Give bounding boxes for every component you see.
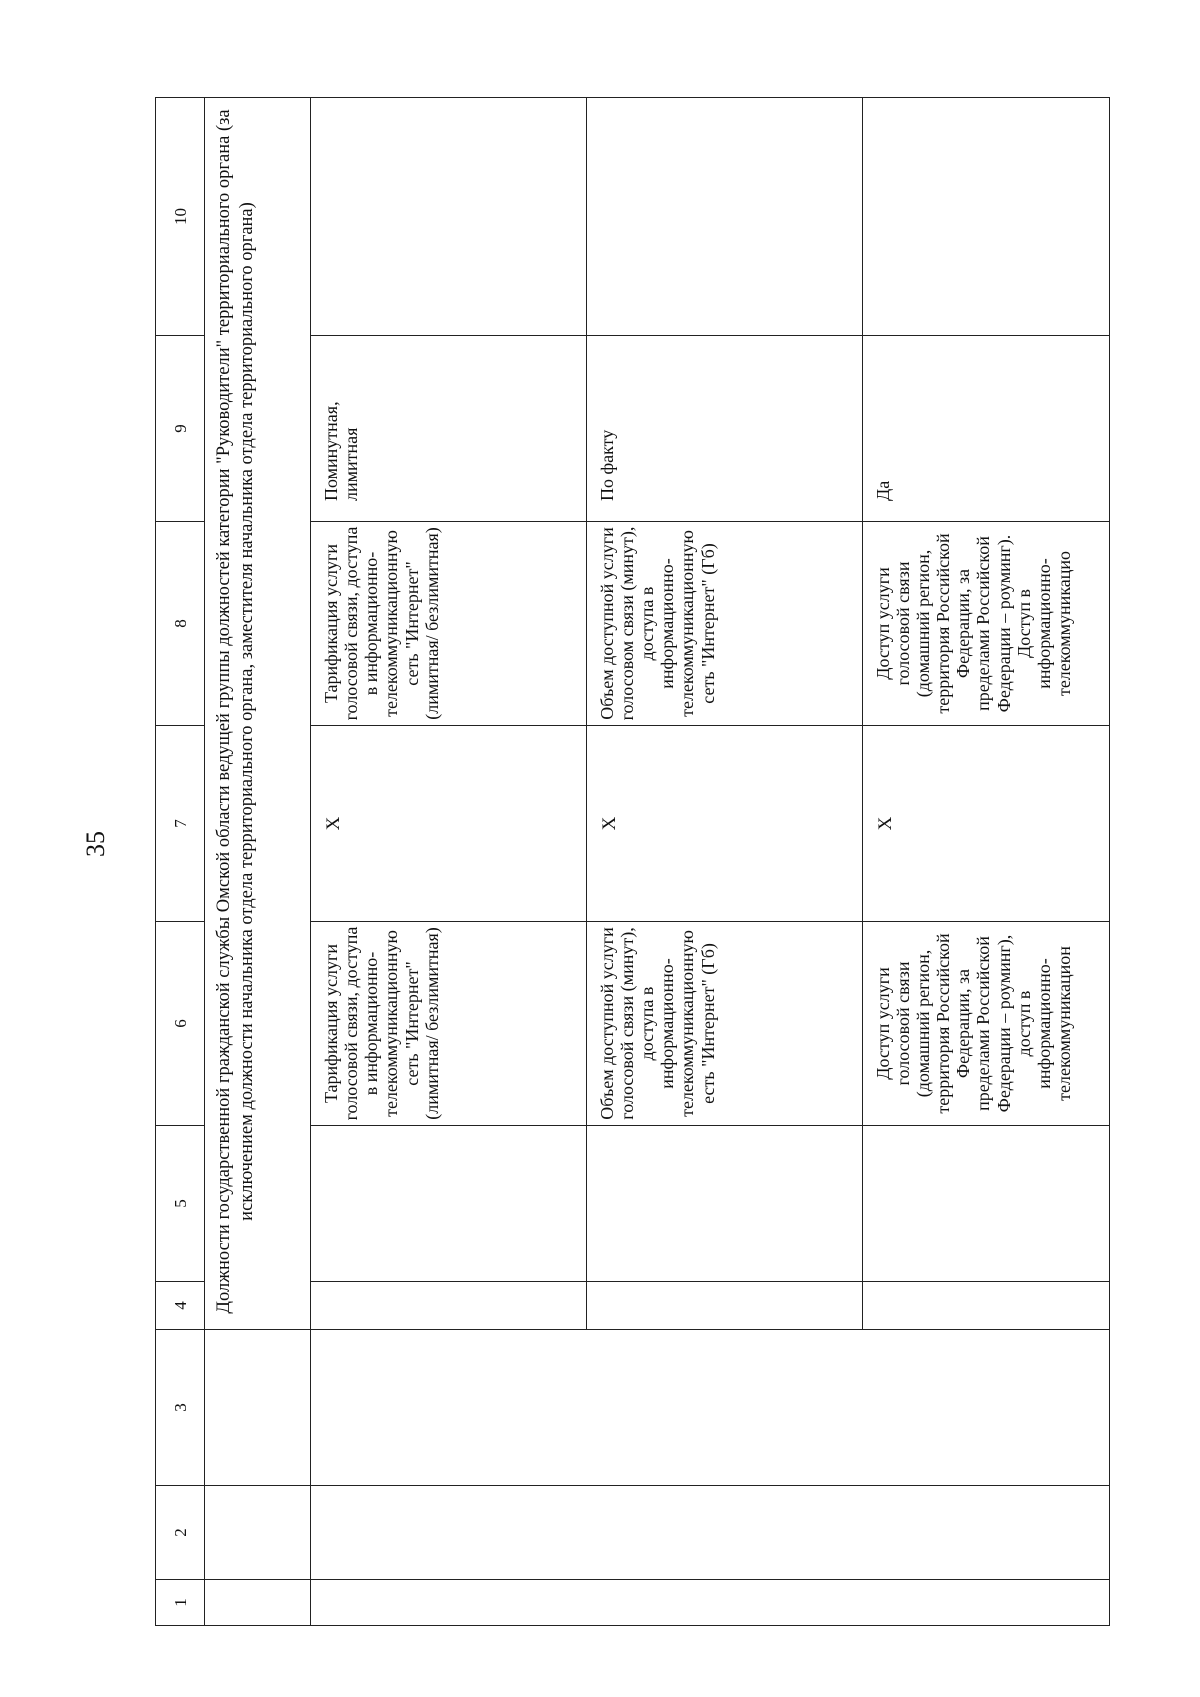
table-cell-col6	[586, 922, 862, 1126]
column-number-7: 7	[156, 726, 205, 922]
cell-text	[587, 98, 862, 335]
column-number-1: 1	[156, 1580, 205, 1626]
cell-text: Доступ услуги голосовой связи (домашний регион, территория Российской Федерации, за пределами Российской Федерации – роуминг). Доступ в информационно-телекоммуникацио	[872, 533, 1075, 714]
column-number-4: 4	[156, 1282, 205, 1330]
table-cell-col10	[586, 98, 862, 336]
table-cell-col3	[310, 1330, 1109, 1486]
cell-text	[311, 98, 586, 335]
cell-text: Тарификация услуги голосовой связи, доступа в информационно-телекоммуникационную сеть "Интернет" (лимитная/ безлимитная)	[320, 526, 442, 721]
column-number-3: 3	[156, 1330, 205, 1486]
table-cell-col8	[310, 522, 586, 726]
cell-text: Объем доступной услуги голосовом связи (минут), доступа в информационно-телекоммуникационную сеть "Интернет" (Гб)	[596, 526, 718, 721]
column-number-2: 2	[156, 1486, 205, 1580]
table-cell-col9	[310, 336, 586, 522]
group-cell-2	[205, 1486, 311, 1580]
document-table-wrapper	[155, 98, 1110, 1626]
table-row	[310, 98, 586, 1626]
cell-text: Да	[872, 480, 893, 501]
page-number: 35	[81, 831, 110, 857]
document-table	[155, 97, 1110, 1626]
table-cell-col7	[586, 726, 862, 922]
cell-text	[863, 98, 1109, 335]
cell-text: Объем доступной услуги голосовой связи (минут), доступа в информационно-телекоммуникационную есть "Интернет" (Гб)	[596, 927, 718, 1120]
table-cell-col6	[862, 922, 1109, 1126]
group-header-text: Должности государственной гражданской службы Омской области ведущей группы должностей категории "Руководители" территориального органа (за исключением должности начальника отдела территориального органа, заместителя начальника отдела территориального органа)	[214, 109, 257, 1314]
column-number-5: 5	[156, 1126, 205, 1282]
group-header-row	[205, 98, 311, 1626]
group-cell-1	[205, 1580, 311, 1626]
cell-text: Поминутная, лимитная	[320, 401, 362, 501]
group-header-cell	[205, 98, 311, 1330]
column-number-10: 10	[156, 98, 205, 336]
column-number-9: 9	[156, 336, 205, 522]
table-cell-col2	[310, 1486, 1109, 1580]
table-cell-col9	[586, 336, 862, 522]
cell-text: Тарификация услуги голосовой связи, доступа в информационно-телекоммуникационную сеть "Интернет" (лимитная/ безлимитная)	[320, 926, 442, 1121]
table-cell-col5	[310, 1126, 586, 1282]
cell-x-mark: X	[598, 816, 620, 831]
table-cell-col9	[862, 336, 1109, 522]
table-cell-col5	[862, 1126, 1109, 1282]
table-cell-col7	[862, 726, 1109, 922]
cell-text: Доступ услуги голосовой связи (домашний регион, территория Российской Федерации, за пределами Российской Федерации – роуминг), доступ в информационно-телекоммуникацион	[872, 933, 1075, 1114]
table-cell-col10	[310, 98, 586, 336]
table-cell-col4	[862, 1282, 1109, 1330]
column-number-row	[156, 98, 205, 1626]
table-cell-col8	[586, 522, 862, 726]
table-cell-col4	[586, 1282, 862, 1330]
table-cell-col10	[862, 98, 1109, 336]
column-number-6: 6	[156, 922, 205, 1126]
table-cell-col5	[586, 1126, 862, 1282]
table-cell-col8	[862, 522, 1109, 726]
table-cell-col4	[310, 1282, 586, 1330]
cell-text: По факту	[596, 429, 617, 501]
table-cell-col6	[310, 922, 586, 1126]
table-cell-col1	[310, 1580, 1109, 1626]
column-number-8: 8	[156, 522, 205, 726]
cell-x-mark: X	[874, 816, 896, 831]
table-cell-col7	[310, 726, 586, 922]
cell-x-mark: X	[322, 816, 344, 831]
group-cell-3	[205, 1330, 311, 1486]
